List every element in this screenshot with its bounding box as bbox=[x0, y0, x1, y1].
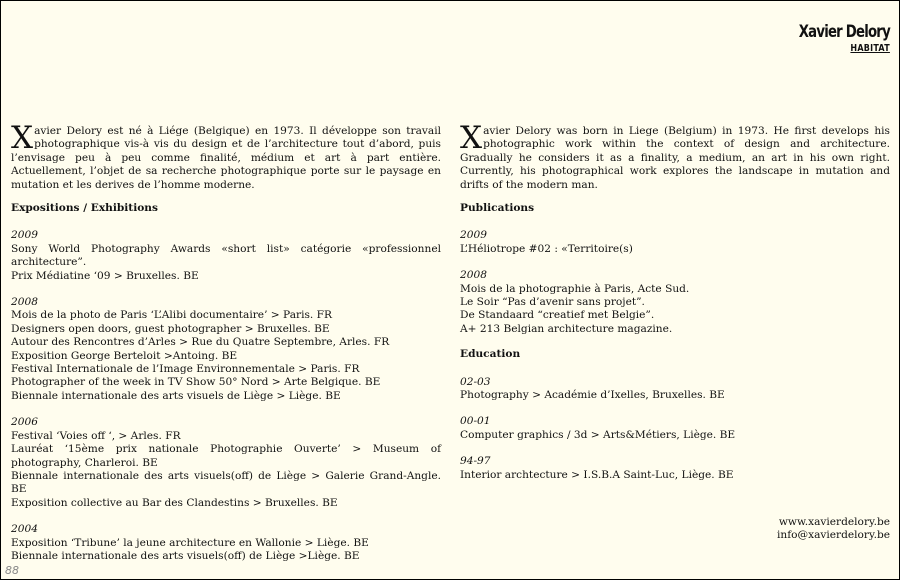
publication-entry: A+ 213 Belgian architecture magazine. bbox=[460, 322, 673, 335]
email-link[interactable]: info@xavierdelory.be bbox=[777, 529, 890, 542]
publication-entry: De Standaard “creatief met Belgie”. bbox=[460, 309, 655, 322]
page-number: 88 bbox=[5, 564, 19, 577]
artist-name: Xavier Delory bbox=[798, 22, 890, 42]
exhibition-year-group bbox=[11, 296, 441, 403]
exhibition-entry: Photographer of the week in TV Show 50° Nord > Arte Belgique. BE bbox=[11, 376, 381, 389]
year-label: 2004 bbox=[11, 523, 38, 536]
year-label: 2009 bbox=[460, 229, 487, 242]
exhibition-year-group bbox=[11, 523, 441, 563]
exhibition-year-group bbox=[11, 229, 441, 283]
exhibition-entry: Festival ‘Voies off ‘, > Arles. FR bbox=[11, 429, 181, 442]
exhibition-entry: Exposition George Berteloit >Antoing. BE bbox=[11, 349, 238, 362]
exhibition-entry: Exposition ‘Tribune’ la jeune architecture en Wallonie > Liège. BE bbox=[11, 536, 369, 549]
exhibition-entry: Mois de la photo de Paris ‘L’Alibi documentaire’ > Paris. FR bbox=[11, 309, 332, 322]
exhibition-entry: Autour des Rencontres d’Arles > Rue du Quatre Septembre, Arles. FR bbox=[11, 336, 390, 349]
page-header bbox=[773, 21, 890, 54]
education-group bbox=[460, 415, 890, 442]
education-group bbox=[460, 455, 890, 482]
french-intro-text: avier Delory est né à Liége (Belgique) en 1973. Il développe son travail photographique vis-à vis du design et de l’architecture tout d’abord, puis l’envisage peu à peu comme finalité, médium et art à part entière. Actuellement, l’objet de sa recherche photographique porte sur le paysage en mutation et les derives de l’homme moderne. bbox=[11, 125, 441, 191]
exhibition-entry: Biennale internationale des arts visuels(off) de Liège >Liège. BE bbox=[11, 549, 360, 562]
exhibition-year-group bbox=[11, 416, 441, 510]
exhibition-entry: Designers open doors, guest photographer > Bruxelles. BE bbox=[11, 322, 330, 335]
education-entry: Photography > Académie d’Ixelles, Bruxelles. BE bbox=[460, 389, 725, 402]
exhibition-entry: Biennale internationale des arts visuels de Liège > Liège. BE bbox=[11, 389, 341, 402]
publications-heading: Publications bbox=[460, 202, 535, 214]
year-label: 02-03 bbox=[460, 375, 491, 388]
exhibition-entry: Biennale internationale des arts visuels(off) de Liège > Galerie Grand-Angle. BE bbox=[11, 469, 441, 496]
education-entry: Computer graphics / 3d > Arts&Métiers, Liège. BE bbox=[460, 428, 736, 441]
education-group bbox=[460, 376, 890, 403]
drop-cap: X bbox=[11, 120, 34, 156]
year-label: 2009 bbox=[11, 229, 38, 242]
exhibition-entry: Prix Médiatine ‘09 > Bruxelles. BE bbox=[11, 269, 199, 282]
website-link[interactable]: www.xavierdelory.be bbox=[778, 516, 890, 528]
exhibitions-heading: Expositions / Exhibitions bbox=[11, 202, 158, 214]
english-column bbox=[460, 120, 890, 495]
publication-entry: Le Soir “Pas d’avenir sans projet”. bbox=[460, 296, 645, 309]
publication-year-group bbox=[460, 269, 890, 336]
publication-entry: Mois de la photographie à Paris, Acte Sud. bbox=[460, 282, 690, 295]
english-intro-text: avier Delory was born in Liege (Belgium) in 1973. He first develops his photographic work within the context of design and architecture. Gradually he considers it as a finality, a medium, an art in his own right. Currently, his photographical work explores the landscape in mutation and drifts of the modern man. bbox=[460, 125, 890, 191]
year-label: 2008 bbox=[11, 296, 38, 309]
year-label: 2008 bbox=[460, 269, 487, 282]
education-heading: Education bbox=[460, 348, 521, 361]
year-label: 00-01 bbox=[460, 415, 491, 428]
publication-year-group bbox=[460, 229, 890, 256]
exhibition-entry: Exposition collective au Bar des Clandestins > Bruxelles. BE bbox=[11, 496, 338, 509]
drop-cap: X bbox=[460, 120, 483, 156]
year-label: 94-97 bbox=[460, 455, 491, 468]
french-intro bbox=[11, 120, 441, 191]
series-title: HABITAT bbox=[850, 43, 890, 54]
exhibition-entry: Lauréat ‘15ème prix nationale Photographie Ouverte’ > Museum of photography, Charleroi. BE bbox=[11, 443, 441, 469]
publication-entry: L’Héliotrope #02 : «Territoire(s) bbox=[460, 242, 633, 255]
english-intro bbox=[460, 120, 890, 191]
exhibition-entry: Sony World Photography Awards «short list» catégorie «professionnel architecture”. bbox=[11, 242, 441, 269]
exhibition-entry: Festival Internationale de l’Image Environnementale > Paris. FR bbox=[11, 363, 360, 376]
year-label: 2006 bbox=[11, 416, 38, 429]
education-entry: Interior archtecture > I.S.B.A Saint-Luc, Liège. BE bbox=[460, 468, 734, 481]
contact-block bbox=[777, 516, 890, 543]
french-column bbox=[11, 120, 441, 576]
